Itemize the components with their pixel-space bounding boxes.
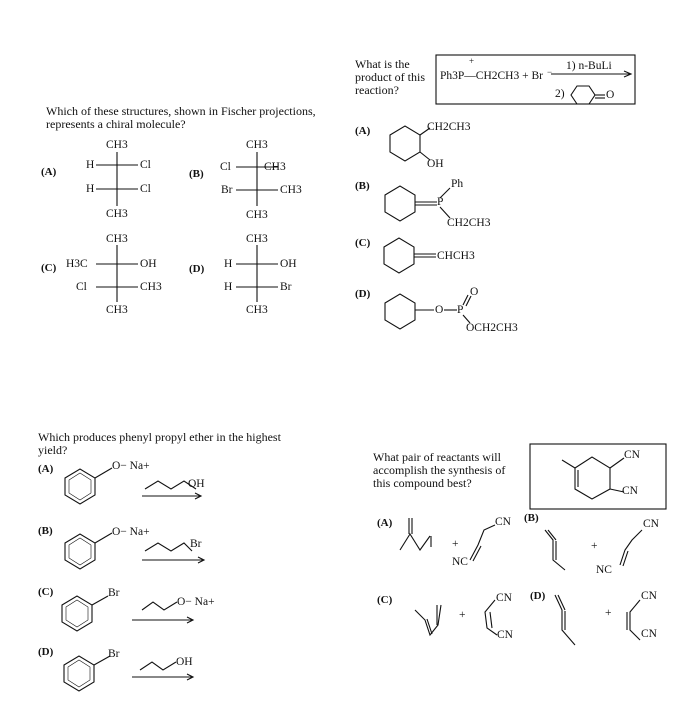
q1-option-c[interactable]: (C) xyxy=(41,262,57,274)
q1-C-right2: CH3 xyxy=(140,281,162,293)
q1-A-left1: H xyxy=(86,159,95,171)
q1-option-b[interactable]: (B) xyxy=(189,168,204,180)
q4-B-plus: + xyxy=(591,540,598,552)
q3-option-d[interactable]: (D) xyxy=(38,646,54,658)
q3-option-b[interactable]: (B) xyxy=(38,525,53,537)
q1-A-top: CH3 xyxy=(106,139,128,151)
q2-question1: What is the xyxy=(355,57,410,71)
q3-A-structures xyxy=(65,468,201,504)
q1-D-left2: H xyxy=(224,281,233,293)
q4-A-structures xyxy=(400,518,495,561)
q4-target-cn1: CN xyxy=(624,449,640,461)
q2-question2: product of this xyxy=(355,70,425,84)
q2-D-oxygen: O xyxy=(435,304,444,316)
q2-option-b[interactable]: (B) xyxy=(355,180,370,192)
q2-A-substituent: CH2CH3 xyxy=(427,121,471,133)
q3-A-reagent1: O− Na+ xyxy=(112,460,150,472)
q1-D-bottom: CH3 xyxy=(246,304,268,316)
q3-D-structures xyxy=(64,656,193,691)
q2-option-d[interactable]: (D) xyxy=(355,288,371,300)
q2-plus-charge: + xyxy=(469,56,475,66)
q1-C-bottom: CH3 xyxy=(106,304,128,316)
q2-step2: 2) xyxy=(555,88,565,100)
q4-option-a[interactable]: (A) xyxy=(377,517,393,529)
q4-C-cn2: CN xyxy=(497,629,513,641)
q4-option-b[interactable]: (B) xyxy=(524,512,539,524)
q2-A-hydroxyl: OH xyxy=(427,158,444,170)
q1-option-a[interactable]: (A) xyxy=(41,166,57,178)
q2-D-phosphorus: P xyxy=(457,304,464,316)
q1-A-left2: H xyxy=(86,183,95,195)
q1-C-left1: H3C xyxy=(66,258,88,270)
q1-B-right1: CH3 xyxy=(264,161,286,173)
q1-C-right1: OH xyxy=(140,258,157,270)
q3-B-reagent2: Br xyxy=(190,538,202,550)
q4-C-structures xyxy=(415,600,497,635)
q2-ring-A xyxy=(390,126,430,161)
q3-question1: Which produces phenyl propyl ether in the highest xyxy=(38,430,281,444)
q2-D-oxygen2: O xyxy=(470,286,479,298)
q2-option-a[interactable]: (A) xyxy=(355,125,371,137)
q4-B-cn2: NC xyxy=(596,564,612,576)
fischer-D-lines xyxy=(236,245,278,302)
q2-option-c[interactable]: (C) xyxy=(355,237,371,249)
fischer-A-lines xyxy=(96,152,138,206)
q3-C-reagent2: O− Na+ xyxy=(177,596,215,608)
q1-B-top: CH3 xyxy=(246,139,268,151)
q1-question: Which of these structures, shown in Fischer projections, xyxy=(46,104,316,118)
q4-C-plus: + xyxy=(459,609,466,621)
q3-B-structures xyxy=(65,533,204,569)
q2-ketone-oxygen: O xyxy=(606,89,615,101)
q4-C-cn1: CN xyxy=(496,592,512,604)
q1-B-left1: Cl xyxy=(220,161,231,173)
fischer-C-lines xyxy=(96,245,138,302)
q2-reagent: Ph3P—CH2CH3 + Br xyxy=(440,70,543,82)
q4-B-cn1: CN xyxy=(643,518,659,530)
q3-option-a[interactable]: (A) xyxy=(38,463,54,475)
q3-question2: yield? xyxy=(38,443,68,457)
q4-target-cn2: CN xyxy=(622,485,638,497)
q1-D-top: CH3 xyxy=(246,233,268,245)
q4-D-cn1: CN xyxy=(641,590,657,602)
q2-ring-C xyxy=(384,238,436,273)
q4-question2: accomplish the synthesis of xyxy=(373,463,506,477)
q4-A-plus: + xyxy=(452,538,459,550)
q4-D-cn2: CN xyxy=(641,628,657,640)
q4-A-cn2: NC xyxy=(452,556,468,568)
q1-D-left1: H xyxy=(224,258,233,270)
q1-option-d[interactable]: (D) xyxy=(189,263,205,275)
q1-question-line2: represents a chiral molecule? xyxy=(46,117,186,131)
q2-B-phenyl: Ph xyxy=(451,178,464,190)
q2-D-substituent: OCH2CH3 xyxy=(466,322,518,334)
q4-option-c[interactable]: (C) xyxy=(377,594,393,606)
q4-A-cn1: CN xyxy=(495,516,511,528)
q4-D-structures xyxy=(555,595,640,645)
q3-B-reagent1: O− Na+ xyxy=(112,526,150,538)
q4-question3: this compound best? xyxy=(373,476,472,490)
q1-A-right1: Cl xyxy=(140,159,151,171)
q1-C-top: CH3 xyxy=(106,233,128,245)
q2-C-substituent: CHCH3 xyxy=(437,250,475,262)
q1-A-right2: Cl xyxy=(140,183,151,195)
q1-C-left2: Cl xyxy=(76,281,87,293)
q1-B-right2: CH3 xyxy=(280,184,302,196)
q2-B-phosphorus: P xyxy=(437,196,444,208)
q1-A-bottom: CH3 xyxy=(106,208,128,220)
q2-B-substituent: CH2CH3 xyxy=(447,217,491,229)
q1-D-right1: OH xyxy=(280,258,297,270)
q1-B-left2: Br xyxy=(221,184,233,196)
q2-minus-charge: − xyxy=(547,67,553,77)
q3-option-c[interactable]: (C) xyxy=(38,586,54,598)
q3-C-structures xyxy=(62,596,193,631)
q3-D-reagent1: Br xyxy=(108,648,120,660)
q3-A-reagent2: OH xyxy=(188,478,205,490)
q2-question3: reaction? xyxy=(355,83,399,97)
q1-B-bottom: CH3 xyxy=(246,209,268,221)
q1-D-right2: Br xyxy=(280,281,292,293)
q4-question1: What pair of reactants will xyxy=(373,450,501,464)
q4-option-d[interactable]: (D) xyxy=(530,590,546,602)
q4-D-plus: + xyxy=(605,607,612,619)
q2-step1: 1) n-BuLi xyxy=(566,60,612,72)
q4-target-structure xyxy=(562,457,624,499)
q3-C-reagent1: Br xyxy=(108,587,120,599)
q3-D-reagent2: OH xyxy=(176,656,193,668)
